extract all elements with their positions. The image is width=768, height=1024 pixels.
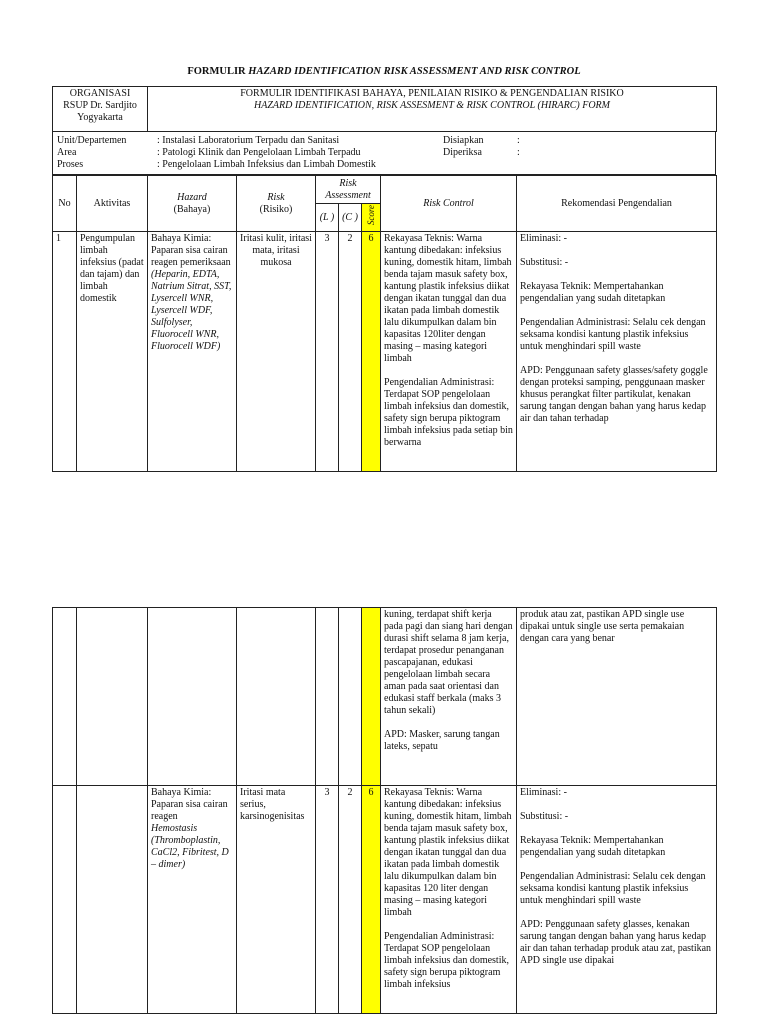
diperiksa-row: Diperiksa :: [443, 147, 520, 158]
col-score-header: Score: [362, 204, 381, 232]
page-title: FORMULIR HAZARD IDENTIFICATION RISK ASSESSMENT AND RISK CONTROL: [187, 66, 581, 77]
col-risk-header: Risk (Risiko): [237, 176, 316, 232]
organization-cell: ORGANISASI RSUP Dr. Sardjito Yogyakarta: [53, 87, 148, 132]
col-hazard-header: Hazard (Bahaya): [148, 176, 237, 232]
col-rekomendasi-header: Rekomendasi Pengendalian: [517, 176, 717, 232]
area-row: Area : Patologi Klinik dan Pengelolaan Limbah Terpadu: [57, 147, 361, 158]
info-block: [52, 131, 716, 175]
score-cell: 6: [362, 232, 381, 472]
form-header-table: [52, 86, 717, 132]
col-aktivitas-header: Aktivitas: [77, 176, 148, 232]
col-c-header: (C ): [339, 204, 362, 232]
table-row: 1 Pengumpulan limbah infeksius (padat dan tajam) dan limbah domestik Bahaya Kimia: Paparan sisa cairan reagen pemeriksaan (Heparin, EDTA, Natrium Sitrat, SST, Lysercell WNR, Lysercell WDF, Sulfolyser, Fluorocell WNR, Fluorocell WDF) Iritasi kulit, iritasi mata, iritasi mukosa 3 2 6 Rekayasa Teknis: Warna kantung dibedakan: infeksius kuning, domestik hitam, limbah benda tajam masuk safety box, kantung plastik infeksius diikat dengan ikatan tunggal dan dua ikatan pada limbah domestik lalu dikumpulkan dalam bin kapasitas 120liter dengan masing – masing kategori limbah Pengendalian Administrasi: Terdapat SOP pengelolaan limbah infeksius dan domestik, safety sign berupa piktogram limbah infeksius pada setiap bin berwarna Eliminasi: - Substitusi: - Rekayasa Teknik: Mempertahankan pengendalian yang sudah ditetapkan Pengendalian Administrasi: Selalu cek dengan seksama kondisi kantung plastik infeksius untuk menghindari spill waste APD: Penggunaan safety glasses/safety goggle dengan proteksi samping, penggunaan masker khusus perangkat filter partikulat, kenakan sarung tangan dengan bahan yang harus kedap air dan tahan terhadap: [53, 232, 717, 472]
col-l-header: (L ): [316, 204, 339, 232]
col-risk-assessment-header: Risk Assessment: [316, 176, 381, 204]
hirarc-table-page1: [52, 175, 717, 472]
hirarc-table-page2: [52, 607, 717, 1014]
table-row: kuning, terdapat shift kerja pada pagi dan siang hari dengan durasi shift selama 8 jam kerja, terdapat prosedur penanganan pascapajanan, edukasi pengelolaan limbah secara aman pada saat orientasi dan edukasi staff berkala (maks 3 tahun sekali) APD: Masker, sarung tangan lateks, sepatu produk atau zat, pastikan APD single use dipakai untuk single use serta pemakaian dengan cara yang benar: [53, 608, 717, 786]
proses-row: Proses : Pengelolaan Limbah Infeksius dan Limbah Domestik: [57, 159, 376, 170]
disiapkan-row: Disiapkan :: [443, 135, 520, 146]
score-cell: 6: [362, 786, 381, 1014]
unit-row: Unit/Departemen : Instalasi Laboratorium Terpadu dan Sanitasi: [57, 135, 340, 146]
table-row: Bahaya Kimia: Paparan sisa cairan reagen Hemostasis (Thromboplastin, CaCl2, Fibritest, D – dimer) Iritasi mata serius, karsinogenisitas 3 2 6 Rekayasa Teknis: Warna kantung dibedakan: infeksius kuning, domestik hitam, limbah benda tajam masuk safety box, kantung plastik infeksius diikat dengan ikatan tunggal dan dua ikatan pada limbah domestik lalu dikumpulkan dalam bin kapasitas 120 liter dengan masing – masing kategori limbah Pengendalian Administrasi: Terdapat SOP pengelolaan limbah infeksius dan domestik, safety sign berupa piktogram limbah infeksius Eliminasi: - Substitusi: - Rekayasa Teknik: Mempertahankan pengendalian yang sudah ditetapkan Pengendalian Administrasi: Selalu cek dengan seksama kondisi kantung plastik infeksius untuk menghindari spill waste APD: Penggunaan safety glasses, kenakan sarung tangan dengan bahan yang harus kedap air dan tahan terhadap produk atau zat, pastikan APD single use dipakai: [53, 786, 717, 1014]
col-no-header: No: [53, 176, 77, 232]
form-title-cell: FORMULIR IDENTIFIKASI BAHAYA, PENILAIAN RISIKO & PENGENDALIAN RISIKO HAZARD IDENTIFICATION, RISK ASSESMENT & RISK CONTROL (HIRARC) FORM: [148, 87, 717, 132]
col-risk-control-header: Risk Control: [381, 176, 517, 232]
